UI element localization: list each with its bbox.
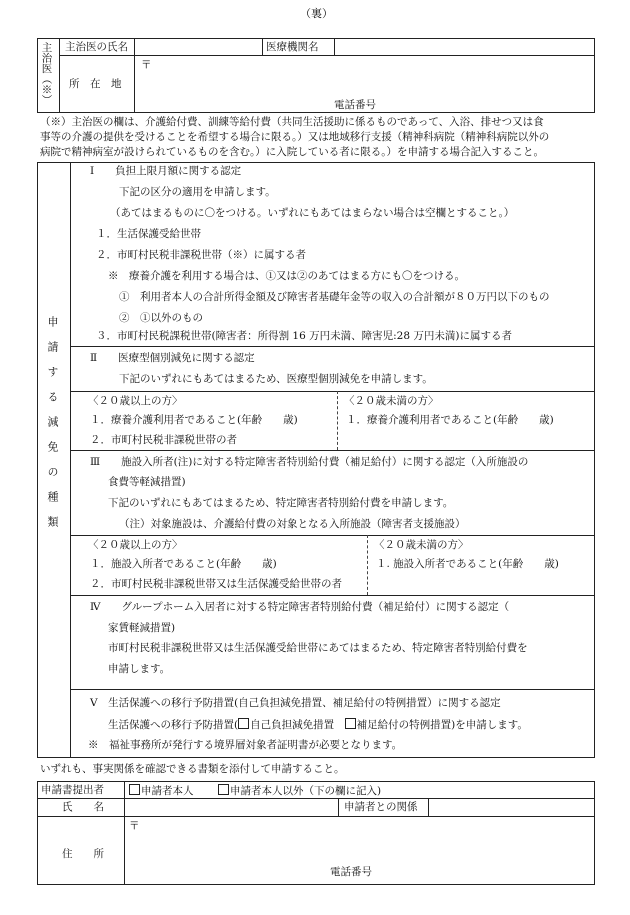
section1-line-5: ※ 療養介護を利用する場合は、①又は②のあてはまる方にも〇をつける。	[108, 270, 465, 282]
institution-label: 医療機関名	[266, 41, 319, 53]
section4-line-2: 市町村民税非課税世帯又は生活保護受給世帯にあてはまるため、特定障害者特別給付費を	[108, 642, 528, 654]
physician-note-line-1: （※）主治医の欄は、介護給付費、訓練等給付費（共同生活援助に係るものであって、入浴、排せつ又は食	[40, 116, 544, 128]
physician-name-label: 主治医の氏名	[65, 41, 128, 53]
section3-right-head: 〈２０歳未満の方〉	[374, 539, 469, 551]
submitter-option-other[interactable]	[218, 784, 381, 798]
section5-line-1-pre: 生活保護への移行予防措置(	[108, 719, 239, 731]
section1-line-1: 下記の区分の適用を申請します。	[119, 186, 276, 198]
section1-title: Ⅰ 負担上限月額に関する認定	[90, 165, 242, 177]
submitter-other-checkbox[interactable]	[218, 784, 229, 795]
section5-note: ※ 福祉事務所が発行する境界層対象者証明書が必要となります。	[88, 739, 403, 751]
submitter-name-field[interactable]	[127, 800, 335, 814]
section4-line-1: 家賃軽減措置)	[108, 622, 176, 634]
section1-option-2[interactable]: ２．市町村民税非課税世帯（※）に属する者	[96, 249, 306, 261]
physician-name-field[interactable]	[137, 40, 259, 54]
physician-note-line-2: 事等の介護の提供を受けることを希望する場合に限る。）又は地域移行支援（精神科病院（精神科病院以外の	[40, 131, 550, 143]
submitter-address-label: 住 所	[62, 848, 104, 860]
supplementary-benefit-checkbox[interactable]	[345, 718, 356, 729]
self-pay-reduction-checkbox[interactable]	[238, 718, 249, 729]
submitter-other-label: 申請者本人以外（下の欄に記入)	[230, 785, 382, 797]
section3-left-option-1[interactable]: １．施設入所者であること(年齢 歳)	[90, 558, 277, 570]
submitter-label: 申請書提出者	[41, 784, 104, 796]
section2-title: Ⅱ 医療型個別減免に関する認定	[90, 352, 255, 364]
physician-phone-field[interactable]	[390, 98, 590, 111]
submitter-name-label: 氏 名	[62, 801, 104, 813]
supplementary-benefit-label: 補足給付の特例措置	[356, 719, 452, 731]
section3-left-head: 〈２０歳以上の方〉	[88, 539, 183, 551]
section1-suboption-2[interactable]: ② ①以外のもの	[119, 312, 203, 324]
section1-option-1[interactable]: １．生活保護受給世帯	[96, 228, 201, 240]
submitter-self-checkbox[interactable]	[129, 784, 140, 795]
section1-line-2: （あてはまるものに〇をつける。いずれにもあてはまらない場合は空欄とすること。）	[110, 207, 515, 219]
reduction-side-label: 申請する減免の種類	[46, 316, 59, 541]
physician-side-label: 主治医（※）	[40, 42, 53, 105]
section5-title: Ⅴ 生活保護への移行予防措置(自己負担減免措置、補足給付の特例措置）に関する認定	[90, 697, 501, 709]
physician-postal-mark: 〒	[141, 59, 152, 71]
physician-phone-label: 電話番号	[334, 99, 376, 111]
section3-line-2: 下記のいずれにもあてはまるため、特定障害者特別給付費を申請します。	[108, 497, 454, 509]
submitter-phone-field[interactable]	[385, 865, 590, 879]
relation-field[interactable]	[431, 800, 591, 814]
section2-left-option-1[interactable]: １．療養介護利用者であること(年齢 歳)	[90, 414, 298, 426]
section3-right-option-1[interactable]: １. 施設入所者であること(年齢 歳)	[376, 558, 559, 570]
relation-label: 申請者との関係	[344, 801, 418, 813]
institution-field[interactable]	[337, 40, 592, 54]
attachment-note: いずれも、事実関係を確認できる書類を添付して申請すること。	[40, 763, 345, 775]
section1-suboption-1[interactable]: ① 利用者本人の合計所得金額及び障害者基礎年金等の収入の合計額が８０万円以下のもの	[119, 291, 550, 303]
physician-address-label: 所 在 地	[69, 78, 122, 90]
self-pay-reduction-label: 自己負担減免措置	[250, 719, 335, 731]
section1-option-3[interactable]: ３．市町村民税課税世帯(障害者：所得割 16 万円未満、障害児:28 万円未満)に属する者	[96, 330, 512, 342]
submitter-phone-label: 電話番号	[330, 866, 372, 878]
submitter-option-self[interactable]	[129, 784, 194, 798]
section2-right-head: 〈２０歳未満の方〉	[344, 395, 439, 407]
section4-title: Ⅳ グループホーム入居者に対する特定障害者特別給付費（補足給付）に関する認定（	[90, 601, 510, 613]
section3-title: Ⅲ 施設入所者(注)に対する特定障害者特別給付費（補足給付）に関する認定（入所施設の	[90, 456, 529, 468]
section2-line-1: 下記のいずれにもあてはまるため、医療型個別減免を申請します。	[119, 373, 433, 385]
section3-line-1: 食費等軽減措置)	[108, 476, 186, 488]
section3-line-3: （注）対象施設は、介護給付費の対象となる入所施設（障害者支援施設）	[119, 518, 466, 530]
section4-line-3: 申請します。	[108, 663, 171, 675]
submitter-address-field[interactable]	[127, 818, 592, 863]
section2-left-option-2[interactable]: ２．市町村民税非課税世帯の者	[90, 434, 237, 446]
page-side-label: （裏）	[300, 7, 333, 20]
section2-left-head: 〈２０歳以上の方〉	[88, 395, 183, 407]
section5-line-1	[108, 718, 528, 732]
submitter-self-label: 申請者本人	[141, 785, 194, 797]
section2-right-option-1[interactable]: １．療養介護利用者であること(年齢 歳)	[346, 414, 554, 426]
submitter-postal-mark: 〒	[129, 820, 140, 832]
physician-note-line-3: 病院で精神病室が設けられているものを含む。）に入院している者に限る。）を申請する場合記入すること。	[40, 146, 544, 158]
physician-address-field[interactable]	[137, 57, 592, 97]
section3-left-option-2[interactable]: ２．市町村民税非課税世帯又は生活保護受給世帯の者	[90, 578, 342, 590]
section5-line-1-post: )を申請します。	[451, 719, 528, 731]
